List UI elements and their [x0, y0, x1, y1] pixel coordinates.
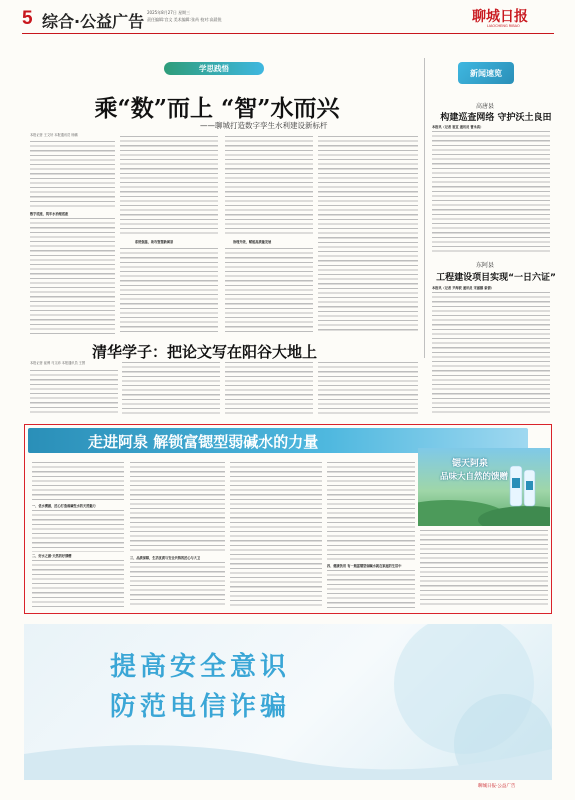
brief2-place: 东阿县 [476, 262, 495, 269]
editor-credits: 责任编辑:宫文 美术编辑:张芮 校对:高晨锐 [147, 17, 222, 22]
masthead-logo: 聊城日报 [472, 9, 528, 25]
body-text-col3 [225, 136, 313, 236]
column-divider [424, 58, 425, 358]
psa-footer: 聊城日报·公益广告 [478, 784, 516, 789]
article2-text-col1 [30, 370, 118, 416]
feature-subhead: 一、优水溯源，匠心打造弱碱性水的天然魅力 [32, 504, 96, 508]
brief1-title: 构建巡查网络 守护沃土良田 [440, 113, 552, 123]
photo-caption-2: 品味大自然的馈赠 [440, 472, 509, 482]
feature-text-col3 [230, 462, 322, 608]
feature-headline: 走进阿泉 解锁富锶型弱碱水的力量 [88, 433, 319, 451]
feature-subhead: 三、品质保障，生活优质与安全共铸的匠心与大卫 [130, 556, 201, 560]
psa-line2: 防范电信诈骗 [110, 692, 291, 722]
brief1-place: 高唐县 [476, 103, 495, 110]
news-badge-label: 新闻速览 [470, 68, 502, 78]
article2-text-col2 [122, 362, 220, 416]
section-subhead: 系统强基，助攻智慧新图景 [135, 240, 174, 244]
feature-text-col1 [32, 462, 124, 502]
issue-date: 2025年8月27日 星期三 [147, 10, 191, 15]
feature-text-col4 [327, 462, 415, 562]
feature-subhead: 二、好水之源·天然的好馈赠 [32, 554, 72, 558]
article-headline: 乘“数”而上 “智”水而兴 [94, 95, 340, 122]
body-text-col1 [30, 141, 115, 209]
article2-byline: 本报记者 崔博 马文沛 本报通讯员 王慧 [30, 361, 86, 365]
feature-text-col1c [32, 560, 124, 608]
psa-ad [24, 624, 552, 780]
page-number: 5 [22, 8, 33, 29]
article2-text-col4 [318, 362, 418, 416]
header-rule [22, 33, 554, 34]
feature-subhead: 四、健康饮用 有一瓶富锶型弱碱水就在家庭的生活中 [327, 564, 402, 568]
page-header [0, 0, 575, 44]
body-text-col3b [225, 248, 313, 334]
feature-text-col5 [420, 530, 548, 608]
brief1-byline: 本报讯（记者 崔宜 通讯员 曹永真） [432, 125, 484, 129]
section-subhead: 治理升级，赋能高质量发展 [233, 240, 272, 244]
body-text-col4 [318, 136, 418, 334]
body-text-col1b [30, 218, 115, 334]
section-subhead: 数字底座，筑牢水治理底座 [30, 212, 69, 216]
psa-line1: 提高安全意识 [110, 652, 291, 682]
feature-text-col1b [32, 510, 124, 552]
news-badge [458, 62, 514, 84]
article2-headline: 清华学子：把论文写在阳谷大地上 [92, 343, 318, 361]
banner-tag-label: 学思践悟 [199, 64, 229, 73]
body-text-col2b [120, 248, 218, 334]
brief2-text [432, 292, 550, 416]
brief1-text [432, 131, 550, 253]
feature-text-col4b [327, 570, 415, 608]
masthead-pinyin: LIAOCHENG RIBAO [487, 24, 520, 28]
article-byline: 本报记者 王文轩 本报通讯员 杨鹏 [30, 133, 78, 137]
article2-text-col3 [225, 362, 313, 416]
article-subhead: ——聊城打造数字孪生水利建设新标杆 [200, 121, 328, 130]
brief2-title: 工程建设项目实现“一日六证” [436, 273, 556, 283]
banner-tag [164, 62, 264, 75]
body-text-col2 [120, 136, 218, 236]
section-title: 综合·公益广告 [42, 12, 145, 31]
photo-caption-1: 锶天阿泉 [452, 459, 489, 469]
brief2-byline: 本报讯（记者 尹海波 通讯员 宋丽娜 索倩） [432, 286, 494, 290]
feature-text-col2b [130, 562, 225, 608]
feature-text-col2 [130, 462, 225, 554]
